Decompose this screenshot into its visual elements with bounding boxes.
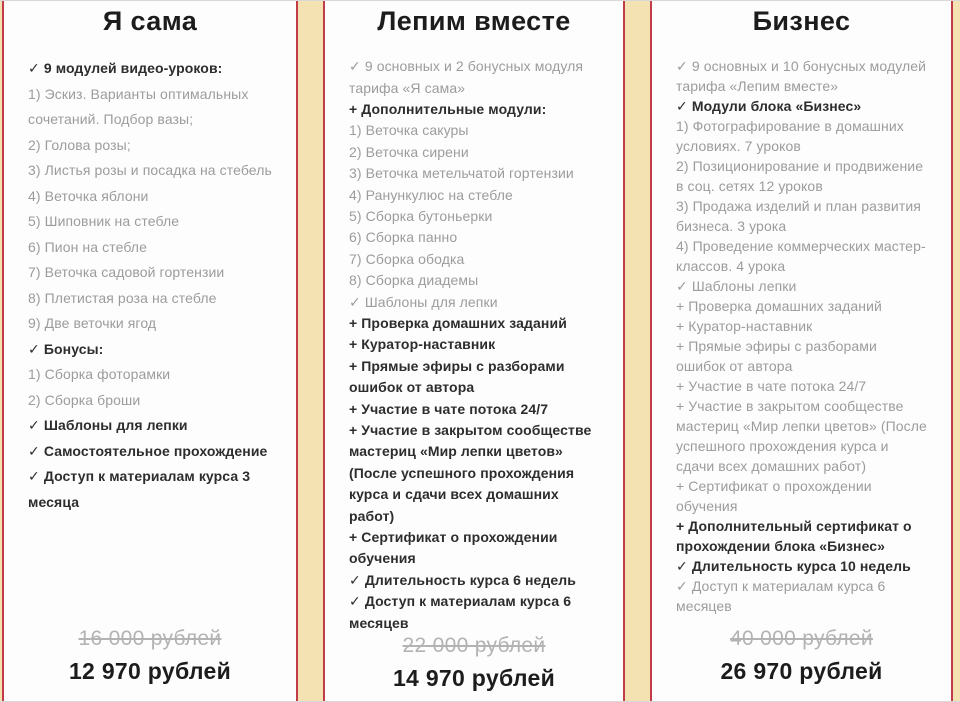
feature-list [28, 56, 272, 515]
feature-item: ✓ Бонусы: [28, 340, 104, 357]
feature-item: ✓ Шаблоны для лепки [28, 417, 188, 434]
plan-title: Лепим вместе [377, 6, 571, 36]
feature-item: ✓ Шаблоны лепки [676, 278, 797, 295]
plan-title: Бизнес [752, 6, 851, 36]
new-price: 14 970 рублей [392, 665, 556, 692]
feature-item: 3) Листья розы и посадка на стебель [28, 162, 272, 179]
feature-item: ✓ Шаблоны для лепки [349, 293, 498, 310]
price-block [28, 627, 272, 689]
feature-item: + Участие в чате потока 24/7 [349, 400, 549, 417]
feature-item: 4) Веточка яблони [28, 187, 149, 204]
plan-title: Я сама [102, 6, 198, 36]
feature-item: + Проверка домашних заданий [676, 298, 882, 315]
feature-item: ✓ Длительность курса 6 недель [349, 571, 576, 588]
feature-item: ✓ 9 основных и 2 бонусных модуля тарифа «Я сама» [349, 58, 584, 96]
feature-list [676, 56, 927, 616]
feature-item: 5) Шиповник на стебле [28, 213, 180, 230]
new-price: 12 970 рублей [68, 658, 232, 684]
feature-item: + Сертификат о прохождении обучения [676, 478, 872, 515]
old-price: 40 000 рублей [730, 627, 873, 650]
price-block [349, 634, 599, 696]
feature-item: ✓ 9 основных и 10 бонусных модулей тарифа «Лепим вместе» [676, 58, 927, 95]
feature-item: 1) Эскиз. Варианты оптимальных сочетаний. Подбор вазы; [28, 85, 249, 128]
feature-item: 1) Фотографирование в домашних условиях. 7 уроков [676, 118, 904, 155]
feature-item: 5) Сборка бутоньерки [349, 207, 493, 224]
feature-item: 7) Сборка ободка [349, 250, 465, 267]
feature-item: + Куратор-наставник [676, 318, 813, 335]
feature-item: + Участие в закрытом сообществе мастериц «Мир лепки цветов» (После успешного прохождения курса и сдачи всех домашних работ) [676, 398, 927, 475]
feature-item: ✓ 9 модулей видео-уроков: [28, 60, 223, 77]
feature-item: + Проверка домашних заданий [349, 314, 567, 331]
feature-item: 2) Голова розы; [28, 136, 131, 153]
feature-item: + Прямые эфиры с разборами ошибок от автора [349, 357, 565, 396]
feature-item: ✓ Модули блока «Бизнес» [676, 98, 862, 115]
feature-item: ✓ Доступ к материалам курса 3 месяца [28, 468, 251, 510]
feature-item: 2) Сборка броши [28, 391, 141, 408]
old-price: 22 000 рублей [402, 634, 546, 658]
feature-item: 1) Сборка фоторамки [28, 366, 171, 383]
feature-item: + Прямые эфиры с разборами ошибок от автора [676, 338, 877, 375]
feature-item: + Дополнительный сертификат о прохождении блока «Бизнес» [676, 518, 912, 555]
feature-item: 2) Веточка сирени [349, 143, 469, 160]
feature-list [349, 56, 599, 634]
feature-item: 8) Сборка диадемы [349, 272, 479, 289]
feature-item: ✓ Доступ к материалам курса 6 месяцев [676, 578, 886, 615]
feature-item: 6) Сборка панно [349, 229, 458, 246]
feature-item: 8) Плетистая роза на стебле [28, 289, 217, 306]
feature-item: + Участие в чате потока 24/7 [676, 378, 867, 395]
feature-item: 3) Продажа изделий и план развития бизнеса. 3 урока [676, 198, 921, 235]
feature-item: 4) Ранункулюс на стебле [349, 186, 513, 203]
feature-item: 1) Веточка сакуры [349, 122, 469, 139]
feature-item: 3) Веточка метельчатой гортензии [349, 165, 574, 182]
plan-card [2, 1, 298, 701]
feature-item: + Дополнительные модули: [349, 100, 547, 117]
feature-item: ✓ Доступ к материалам курса 6 месяцев [349, 593, 572, 631]
feature-item: 2) Позиционирование и продвижение в соц. сетях 12 уроков [676, 158, 924, 195]
feature-item: 9) Две веточки ягод [28, 315, 157, 332]
feature-item: 6) Пион на стебле [28, 238, 147, 255]
price-block [676, 627, 927, 689]
feature-item: + Участие в закрытом сообществе мастериц «Мир лепки цветов» (После успешного прохождения курса и сдачи всех домашних работ) [349, 422, 592, 524]
old-price: 16 000 рублей [78, 627, 222, 650]
feature-item: + Сертификат о прохождении обучения [349, 529, 558, 567]
plan-card [323, 1, 625, 701]
feature-item: 7) Веточка садовой гортензии [28, 264, 225, 281]
feature-item: ✓ Длительность курса 10 недель [676, 558, 911, 575]
feature-item: + Куратор-наставник [349, 336, 496, 353]
pricing-table [0, 1, 960, 701]
new-price: 26 970 рублей [720, 658, 883, 684]
feature-item: 4) Проведение коммерческих мастер-классов. 4 урока [676, 238, 926, 275]
plan-card [650, 1, 953, 701]
feature-item: ✓ Самостоятельное прохождение [28, 442, 268, 459]
